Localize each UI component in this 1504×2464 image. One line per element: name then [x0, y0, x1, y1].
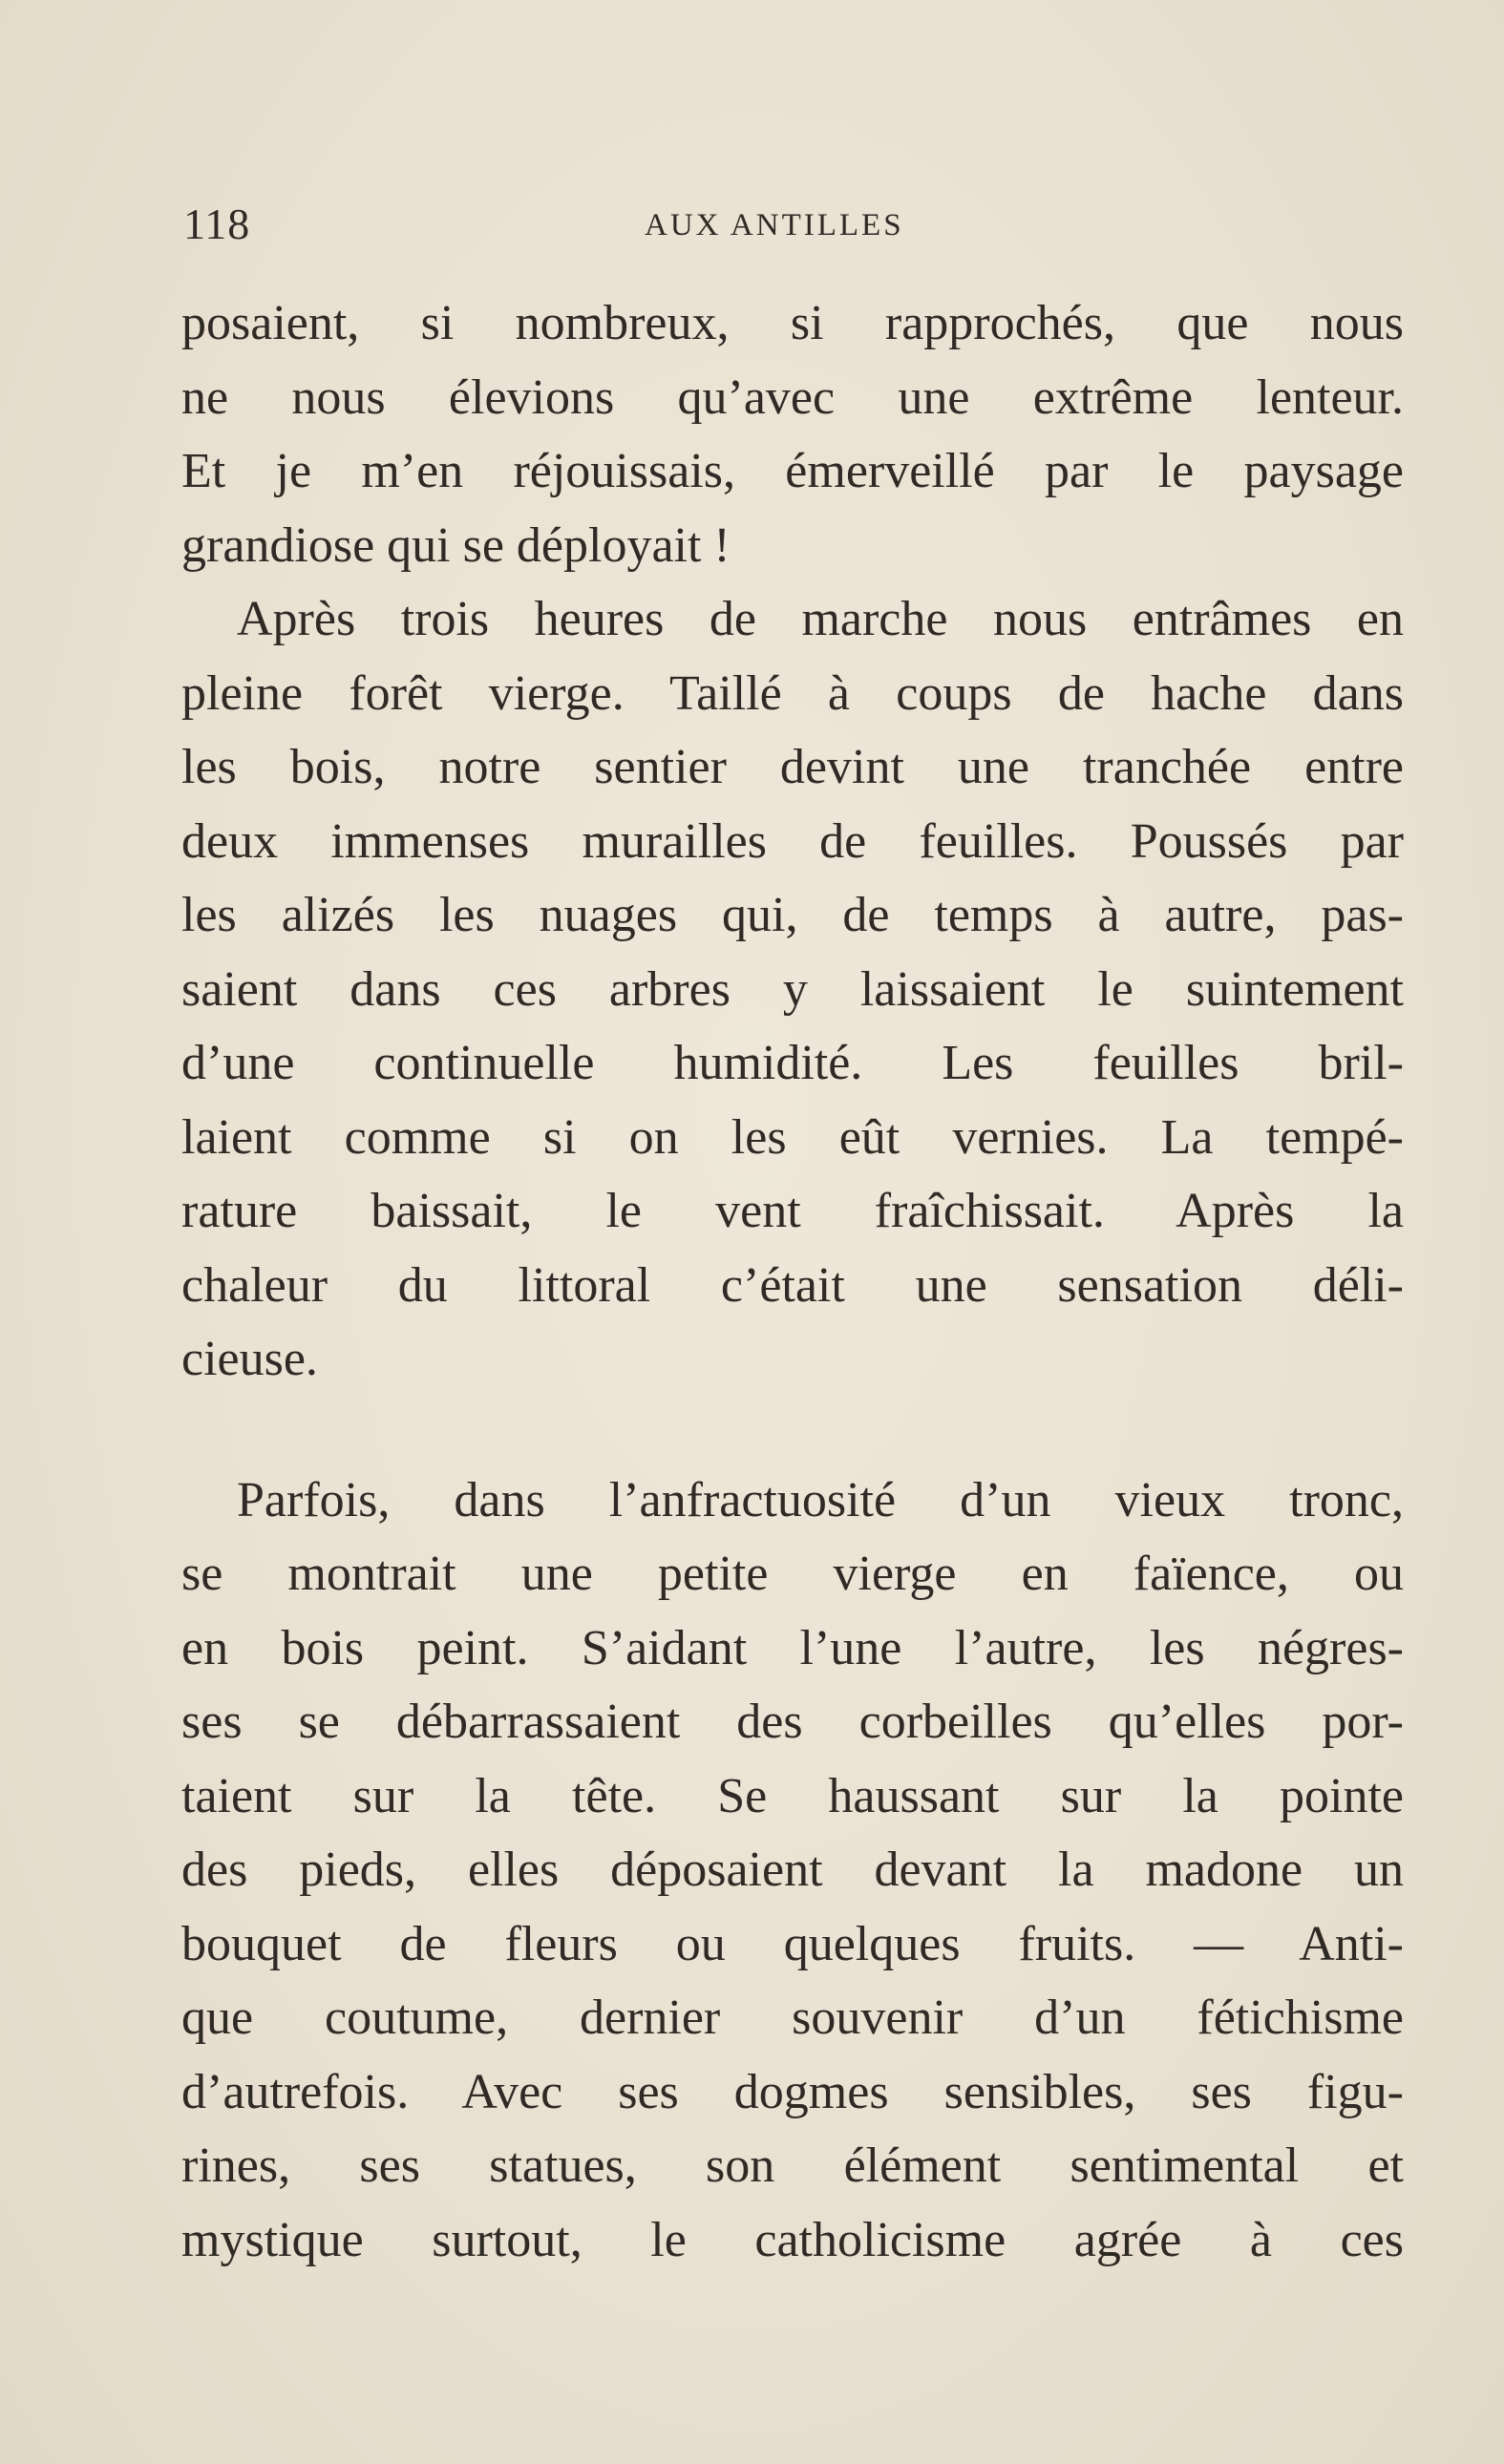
text-line: Après trois heures de marche nous entrâmes en — [237, 592, 1404, 646]
text-line: posaient, si nombreux, si rapprochés, que nous — [181, 296, 1404, 350]
paragraph-2 — [181, 582, 1404, 1397]
text-line: Et je m’en réjouissais, émerveillé par le paysage — [181, 444, 1404, 498]
body-text — [181, 286, 1404, 2277]
text-line: mystique surtout, le catholicisme agrée à ces — [181, 2212, 1404, 2267]
text-line: bouquet de fleurs ou quelques fruits. — Anti- — [181, 1916, 1404, 1971]
text-line: des pieds, elles déposaient devant la madone un — [181, 1843, 1404, 1897]
text-line: d’autrefois. Avec ses dogmes sensibles, ses figu- — [181, 2064, 1404, 2119]
text-line: grandiose qui se déployait ! — [181, 517, 731, 573]
page-number: 118 — [183, 200, 251, 248]
text-line: rature baissait, le vent fraîchissait. Après la — [181, 1184, 1404, 1238]
text-line: rines, ses statues, son élément sentimental et — [181, 2138, 1404, 2193]
text-line: que coutume, dernier souvenir d’un fétichisme — [181, 1990, 1404, 2045]
text-line: laient comme si on les eût vernies. La tempé- — [181, 1109, 1404, 1165]
text-line: les bois, notre sentier devint une tranchée entre — [181, 740, 1404, 794]
text-line: d’une continuelle humidité. Les feuilles bril- — [181, 1036, 1404, 1090]
paragraph-spacer — [181, 1397, 1404, 1464]
running-title: AUX ANTILLES — [645, 208, 904, 242]
text-line: cieuse. — [181, 1332, 318, 1386]
page-header — [181, 196, 1404, 253]
text-line: les alizés les nuages qui, de temps à autre, pas- — [181, 888, 1404, 942]
text-line: deux immenses murailles de feuilles. Poussés par — [181, 813, 1404, 869]
text-line: en bois peint. S’aidant l’une l’autre, les négres- — [181, 1620, 1404, 1675]
text-line: ses se débarrassaient des corbeilles qu’elles por- — [181, 1695, 1404, 1749]
text-line: pleine forêt vierge. Taillé à coups de hache dans — [181, 665, 1404, 721]
text-line: se montrait une petite vierge en faïence, ou — [181, 1547, 1404, 1601]
text-line: ne nous élevions qu’avec une extrême lenteur. — [181, 369, 1404, 425]
paragraph-1 — [181, 286, 1404, 582]
text-line: saient dans ces arbres y laissaient le suintement — [181, 961, 1404, 1017]
text-line: Parfois, dans l’anfractuosité d’un vieux tronc, — [237, 1472, 1404, 1527]
text-line: taient sur la tête. Se haussant sur la pointe — [181, 1768, 1404, 1823]
paragraph-3 — [181, 1464, 1404, 2278]
text-line: chaleur du littoral c’était une sensation déli- — [181, 1257, 1404, 1313]
